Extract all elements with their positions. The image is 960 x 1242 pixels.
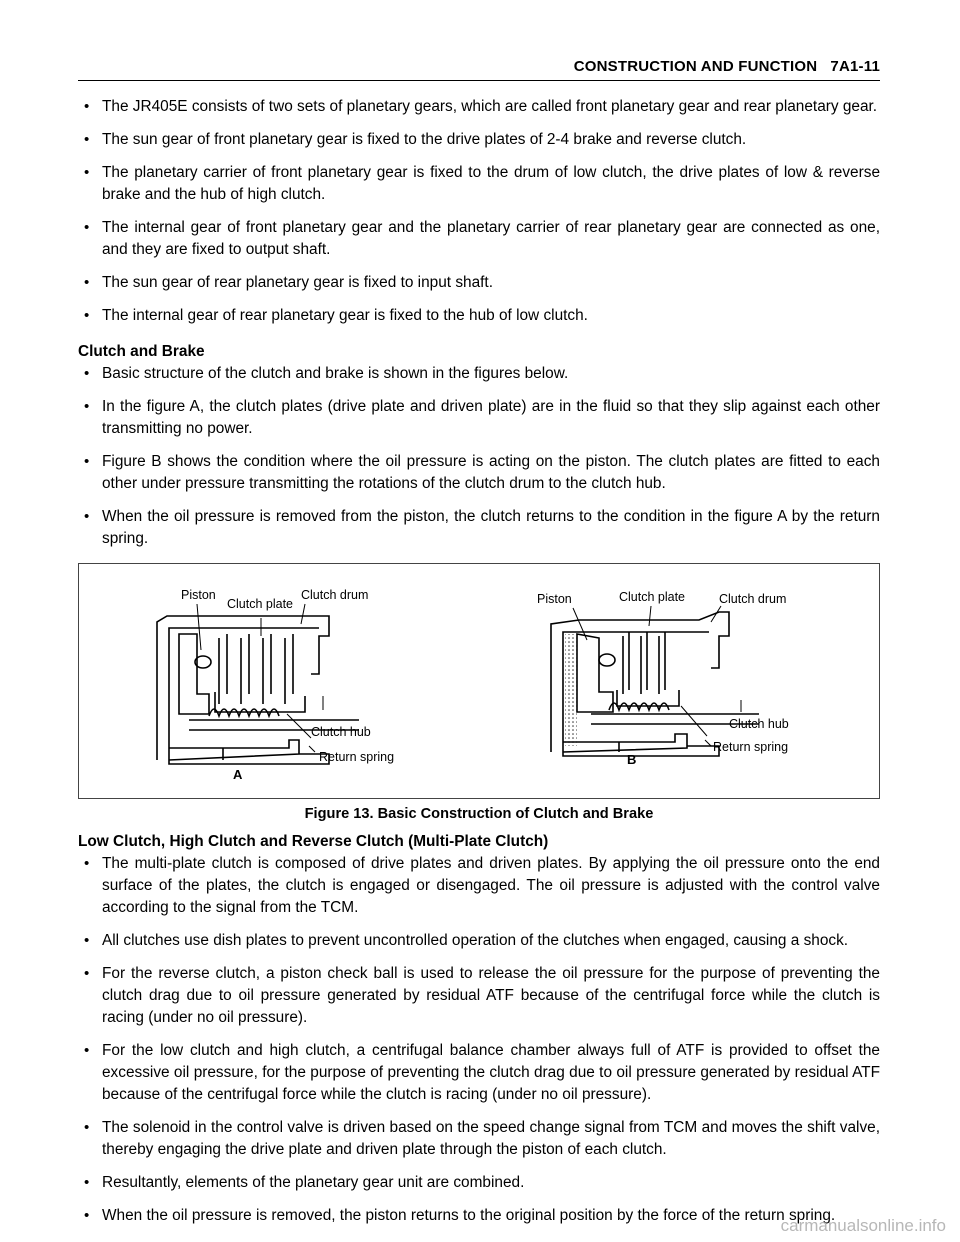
label-b-clutch-drum: Clutch drum xyxy=(719,592,787,606)
header-page-number: 7A1-11 xyxy=(830,58,880,75)
bullet-item: • The solenoid in the control valve is driven based on the speed change signal from TCM and moves the shift valve, thereby engaging the drive plate and driven plate through the piston of each clutch. xyxy=(78,1117,880,1161)
bullet-item: • All clutches use dish plates to prevent uncontrolled operation of the clutches when engaged, causing a shock. xyxy=(78,930,880,952)
page-content xyxy=(78,96,880,1238)
piston-b xyxy=(577,634,613,712)
retainer-a xyxy=(169,740,329,764)
diagram-b xyxy=(551,606,759,756)
label-b-clutch-plate: Clutch plate xyxy=(619,590,686,604)
plate-carrier-a xyxy=(215,692,305,712)
intro-bullet-list xyxy=(78,96,880,327)
watermark: carmanualsonline.info xyxy=(780,1216,946,1235)
label-a-clutch-plate: Clutch plate xyxy=(227,597,294,611)
clutch-plates-b xyxy=(623,632,665,694)
bullet-item: • Resultantly, elements of the planetary gear unit are combined. xyxy=(78,1172,880,1194)
diagram-a xyxy=(157,604,359,764)
label-a-figure-letter: A xyxy=(233,767,243,782)
bullet-item: • Basic structure of the clutch and brake is shown in the figures below. xyxy=(78,363,880,385)
check-ball-b xyxy=(599,654,615,666)
clutch-brake-bullet-list xyxy=(78,363,880,550)
label-b-figure-letter: B xyxy=(627,752,637,767)
label-b-clutch-hub: Clutch hub xyxy=(729,717,789,731)
bullet-item: • When the oil pressure is removed from the piston, the clutch returns to the condition in the figure A by the return spring. xyxy=(78,506,880,550)
clutch-brake-heading: Clutch and Brake xyxy=(78,343,205,360)
bullet-item: • The internal gear of front planetary gear and the planetary carrier of rear planetary gear are connected as one, and they are fixed to output shaft. xyxy=(78,217,880,261)
label-a-return-spring: Return spring xyxy=(319,750,395,764)
bullet-item: • The internal gear of rear planetary gear is fixed to the hub of low clutch. xyxy=(78,305,880,327)
header-title: CONSTRUCTION AND FUNCTION xyxy=(573,58,818,75)
piston-a xyxy=(179,634,209,714)
retainer-b xyxy=(563,734,719,756)
label-a-clutch-hub: Clutch hub xyxy=(311,725,371,739)
clutch-diagram xyxy=(79,564,879,798)
bullet-item: • The multi-plate clutch is composed of drive plates and driven plates. By applying the oil pressure onto the end surface of the plates, the clutch is engaged or disengaged. The oil pressure is adjusted with the control valve according to the signal from the TCM. xyxy=(78,853,880,919)
bullet-item: • Figure B shows the condition where the oil pressure is acting on the piston. The clutch plates are fitted to each other under pressure transmitting the rotations of the clutch drum to the clutch hub. xyxy=(78,451,880,495)
bullet-item: • In the figure A, the clutch plates (drive plate and driven plate) are in the fluid so that they slip against each other transmitting no power. xyxy=(78,396,880,440)
figure-caption: Figure 13. Basic Construction of Clutch and Brake xyxy=(304,806,654,822)
bullet-item: • For the reverse clutch, a piston check ball is used to release the oil pressure for the purpose of preventing the clutch drag due to oil pressure generated by residual ATF because of the centrifugal force while the clutch is racing (under no oil pressure). xyxy=(78,963,880,1029)
bullet-item: • The planetary carrier of front planetary gear is fixed to the drum of low clutch, the drive plates of low & reverse brake and the hub of high clutch. xyxy=(78,162,880,206)
bullet-item: • The sun gear of rear planetary gear is fixed to input shaft. xyxy=(78,272,880,294)
clutch-figure xyxy=(78,563,880,799)
oil-pressure-chamber-b xyxy=(565,634,577,746)
multi-plate-bullet-list xyxy=(78,853,880,1227)
bullet-item: • The JR405E consists of two sets of planetary gears, which are called front planetary gear and rear planetary gear. xyxy=(78,96,880,118)
label-b-return-spring: Return spring xyxy=(713,740,789,754)
label-b-piston: Piston xyxy=(537,592,572,606)
page-header xyxy=(78,58,880,81)
label-a-piston: Piston xyxy=(181,588,216,602)
multi-plate-heading: Low Clutch, High Clutch and Reverse Clutch (Multi-Plate Clutch) xyxy=(78,833,549,850)
bullet-item: • The sun gear of front planetary gear is fixed to the drive plates of 2-4 brake and reverse clutch. xyxy=(78,129,880,151)
bullet-item: • When the oil pressure is removed, the piston returns to the original position by the force of the return spring. xyxy=(78,1205,880,1227)
bullet-item: • For the low clutch and high clutch, a centrifugal balance chamber always full of ATF is provided to offset the excessive oil pressure, for the purpose of preventing the clutch drag due to oil pressure generated by residual ATF because of the centrifugal force while the clutch is racing (under no oil pressure). xyxy=(78,1040,880,1106)
housing-outline-a xyxy=(157,616,329,760)
label-a-clutch-drum: Clutch drum xyxy=(301,588,369,602)
clutch-plates-a xyxy=(219,634,293,704)
